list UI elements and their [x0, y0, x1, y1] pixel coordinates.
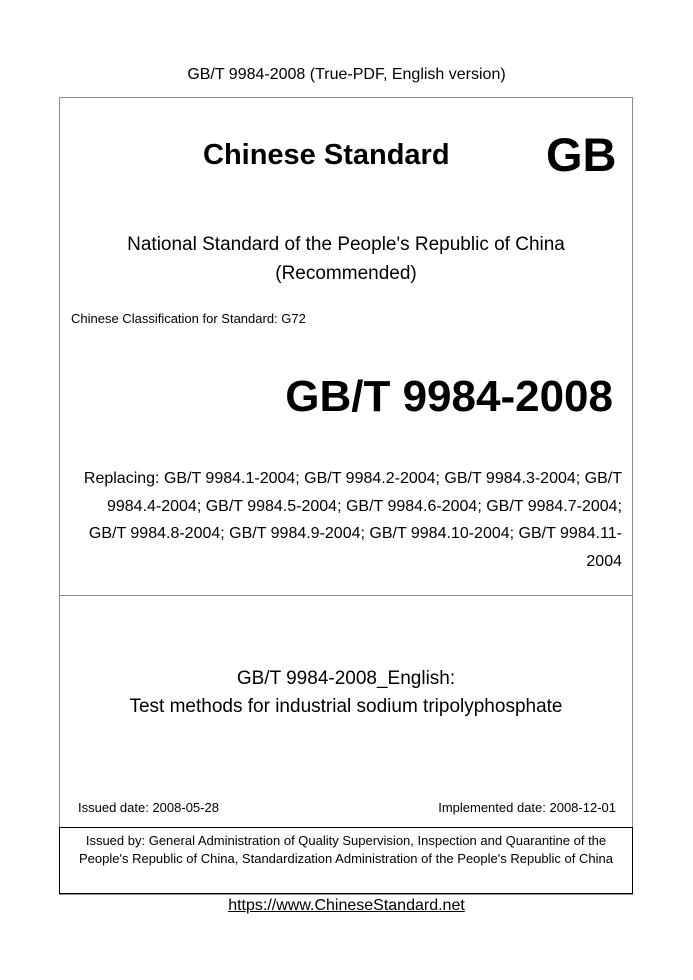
issued-by-text: Issued by: General Administration of Quality Supervision, Inspection and Quarantine of the People's Republic of China, Standardization Administration of the People's Republic of China [79, 833, 613, 866]
footer-url [0, 897, 693, 915]
document-header: GB/T 9984-2008 (True-PDF, English version) [187, 66, 506, 83]
national-standard-label [59, 230, 633, 288]
implemented-date: Implemented date: 2008-12-01 [438, 800, 616, 815]
website-link[interactable]: https://www.ChineseStandard.net [228, 897, 465, 914]
replacing-list: Replacing: GB/T 9984.1-2004; GB/T 9984.2-2004; GB/T 9984.3-2004; GB/T 9984.4-2004; GB/T 9984.5-2004; GB/T 9984.6-2004; GB/T 9984.7-2004; GB/T 9984.8-2004; GB/T 9984.9-2004; GB/T 9984.10-2004; GB/T 9984.11-2004 [83, 470, 622, 570]
cover-title: Chinese Standard [203, 139, 450, 171]
national-standard-line: National Standard of the People's Republic of China [127, 234, 565, 255]
english-title [59, 665, 633, 721]
classification-line: Chinese Classification for Standard: G72 [71, 311, 306, 326]
recommended-line: (Recommended) [275, 263, 417, 284]
standard-number: GB/T 9984-2008 [285, 372, 613, 421]
cover-divider [59, 595, 633, 596]
gb-mark: GB [546, 128, 617, 181]
english-title-code: GB/T 9984-2008_English: [236, 668, 456, 689]
issued-date: Issued date: 2008-05-28 [78, 800, 219, 815]
issuer-box [59, 827, 633, 894]
english-title-name: Test methods for industrial sodium tripolyphosphate [129, 696, 563, 717]
